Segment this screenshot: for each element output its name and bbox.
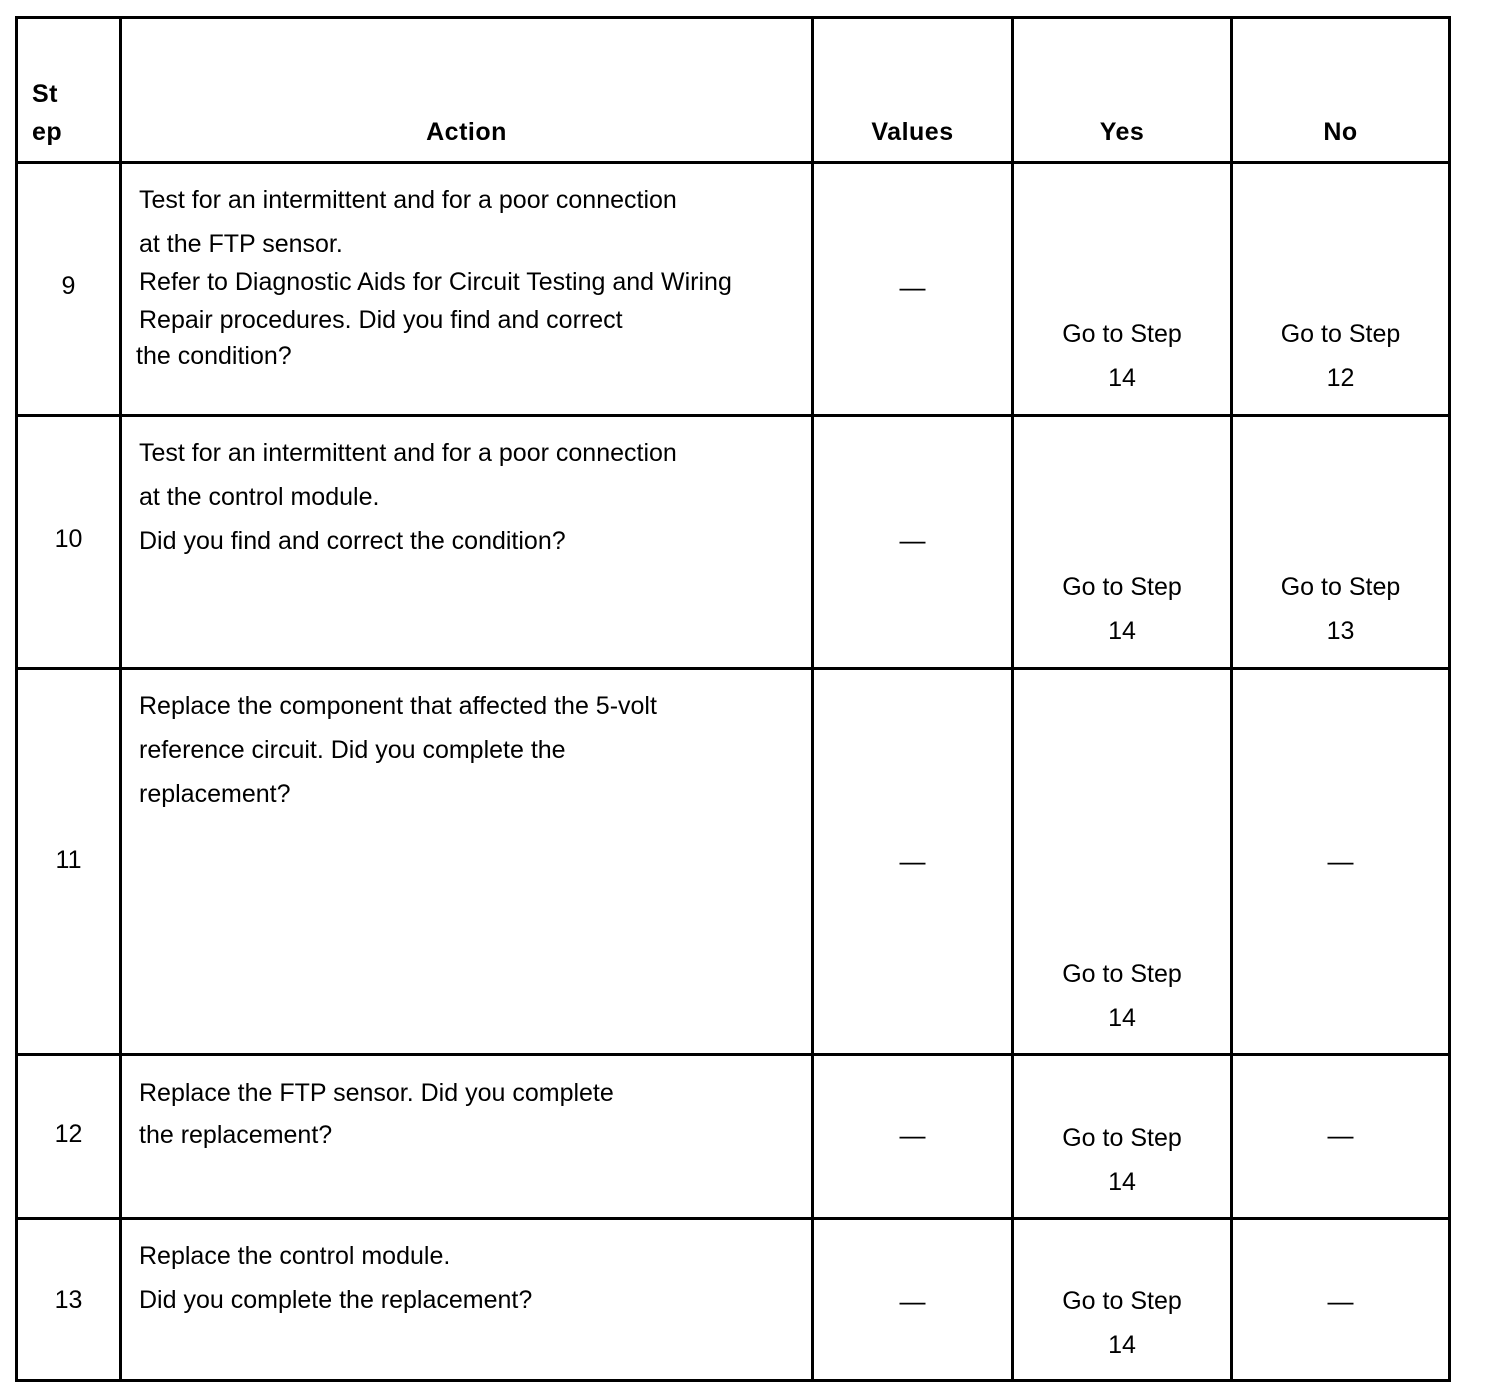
yes-cell xyxy=(1014,670,1233,1053)
values-dash: — xyxy=(899,272,926,302)
goto-step-number: 14 xyxy=(1108,1331,1136,1359)
goto-label: Go to Step xyxy=(1062,960,1182,988)
values-dash: — xyxy=(899,525,926,555)
table-row xyxy=(18,164,1448,417)
action-cell xyxy=(122,164,814,414)
no-cell xyxy=(1233,417,1448,667)
goto-label: Go to Step xyxy=(1062,1287,1182,1315)
step-cell xyxy=(18,1056,122,1217)
step-number: 9 xyxy=(61,272,76,300)
action-line: Replace the control module. xyxy=(139,1242,451,1270)
diagnostic-table xyxy=(15,16,1451,1382)
no-goto xyxy=(1233,565,1448,653)
no-cell xyxy=(1233,670,1448,1053)
header-step-cell xyxy=(18,19,122,161)
yes-goto xyxy=(1014,952,1230,1040)
action-text xyxy=(139,684,805,816)
no-cell xyxy=(1233,164,1448,414)
header-step-line2: ep xyxy=(32,118,63,146)
step-cell xyxy=(18,417,122,667)
goto-label: Go to Step xyxy=(1062,320,1182,348)
goto-step-number: 12 xyxy=(1326,364,1355,392)
step-cell xyxy=(18,164,122,414)
yes-goto xyxy=(1014,565,1230,653)
action-line: Did you find and correct the condition? xyxy=(139,527,566,555)
step-number: 11 xyxy=(55,846,82,874)
table-row xyxy=(18,670,1448,1056)
values-cell xyxy=(814,670,1014,1053)
action-text xyxy=(139,1234,805,1322)
action-line: replacement? xyxy=(139,780,291,808)
no-dash: — xyxy=(1327,846,1354,876)
no-dash: — xyxy=(1327,1120,1354,1150)
no-cell xyxy=(1233,1220,1448,1382)
action-line: at the control module. xyxy=(139,483,380,511)
goto-step-number: 14 xyxy=(1108,1004,1136,1032)
values-cell xyxy=(814,417,1014,667)
step-cell xyxy=(18,1220,122,1382)
values-cell xyxy=(814,1220,1014,1382)
action-cell xyxy=(122,670,814,1053)
action-cell xyxy=(122,1056,814,1217)
action-line: Did you complete the replacement? xyxy=(139,1286,533,1314)
action-line: Replace the component that affected the 5-volt xyxy=(139,692,657,720)
goto-label: Go to Step xyxy=(1280,573,1401,601)
goto-label: Go to Step xyxy=(1062,1124,1182,1152)
yes-cell xyxy=(1014,164,1233,414)
header-action: Action xyxy=(426,118,507,146)
action-cell xyxy=(122,417,814,667)
action-text xyxy=(136,178,805,378)
action-line: Refer to Diagnostic Aids for Circuit Testing and Wiring xyxy=(139,268,732,296)
header-values-cell xyxy=(814,19,1014,161)
action-line: Replace the FTP sensor. Did you complete xyxy=(139,1079,614,1107)
goto-step-number: 14 xyxy=(1108,1168,1136,1196)
table-row xyxy=(18,1220,1448,1382)
header-row xyxy=(18,19,1448,164)
step-number: 13 xyxy=(54,1286,83,1314)
yes-goto xyxy=(1014,1116,1230,1204)
values-dash: — xyxy=(899,1286,926,1316)
yes-cell xyxy=(1014,417,1233,667)
no-goto xyxy=(1233,312,1448,400)
action-line: at the FTP sensor. xyxy=(139,230,343,258)
action-line: Repair procedures. Did you find and correct xyxy=(139,306,623,334)
step-number: 10 xyxy=(54,525,83,553)
no-cell xyxy=(1233,1056,1448,1217)
header-yes: Yes xyxy=(1099,118,1145,146)
yes-cell xyxy=(1014,1220,1233,1382)
action-line: reference circuit. Did you complete the xyxy=(139,736,566,764)
yes-goto xyxy=(1014,1279,1230,1367)
no-dash: — xyxy=(1327,1286,1354,1316)
goto-label: Go to Step xyxy=(1062,573,1182,601)
goto-step-number: 13 xyxy=(1326,617,1355,645)
header-action-cell xyxy=(122,19,814,161)
action-cell xyxy=(122,1220,814,1382)
table-row xyxy=(18,1056,1448,1220)
yes-goto xyxy=(1014,312,1230,400)
header-no-cell xyxy=(1233,19,1448,161)
goto-label: Go to Step xyxy=(1280,320,1401,348)
action-line: Test for an intermittent and for a poor connection xyxy=(139,186,677,214)
action-text xyxy=(139,1072,805,1156)
header-yes-cell xyxy=(1014,19,1233,161)
action-text xyxy=(139,431,805,563)
step-number: 12 xyxy=(54,1120,83,1148)
yes-cell xyxy=(1014,1056,1233,1217)
action-line: the condition? xyxy=(136,342,292,370)
header-no: No xyxy=(1323,118,1358,146)
values-cell xyxy=(814,1056,1014,1217)
values-cell xyxy=(814,164,1014,414)
action-line: Test for an intermittent and for a poor connection xyxy=(139,439,677,467)
action-line: the replacement? xyxy=(139,1121,333,1149)
goto-step-number: 14 xyxy=(1108,617,1136,645)
goto-step-number: 14 xyxy=(1108,364,1136,392)
values-dash: — xyxy=(899,1120,926,1150)
header-step xyxy=(32,75,92,151)
header-step-line1: St xyxy=(32,80,58,108)
values-dash: — xyxy=(899,846,926,876)
table-row xyxy=(18,417,1448,670)
header-values: Values xyxy=(871,118,954,146)
step-cell xyxy=(18,670,122,1053)
